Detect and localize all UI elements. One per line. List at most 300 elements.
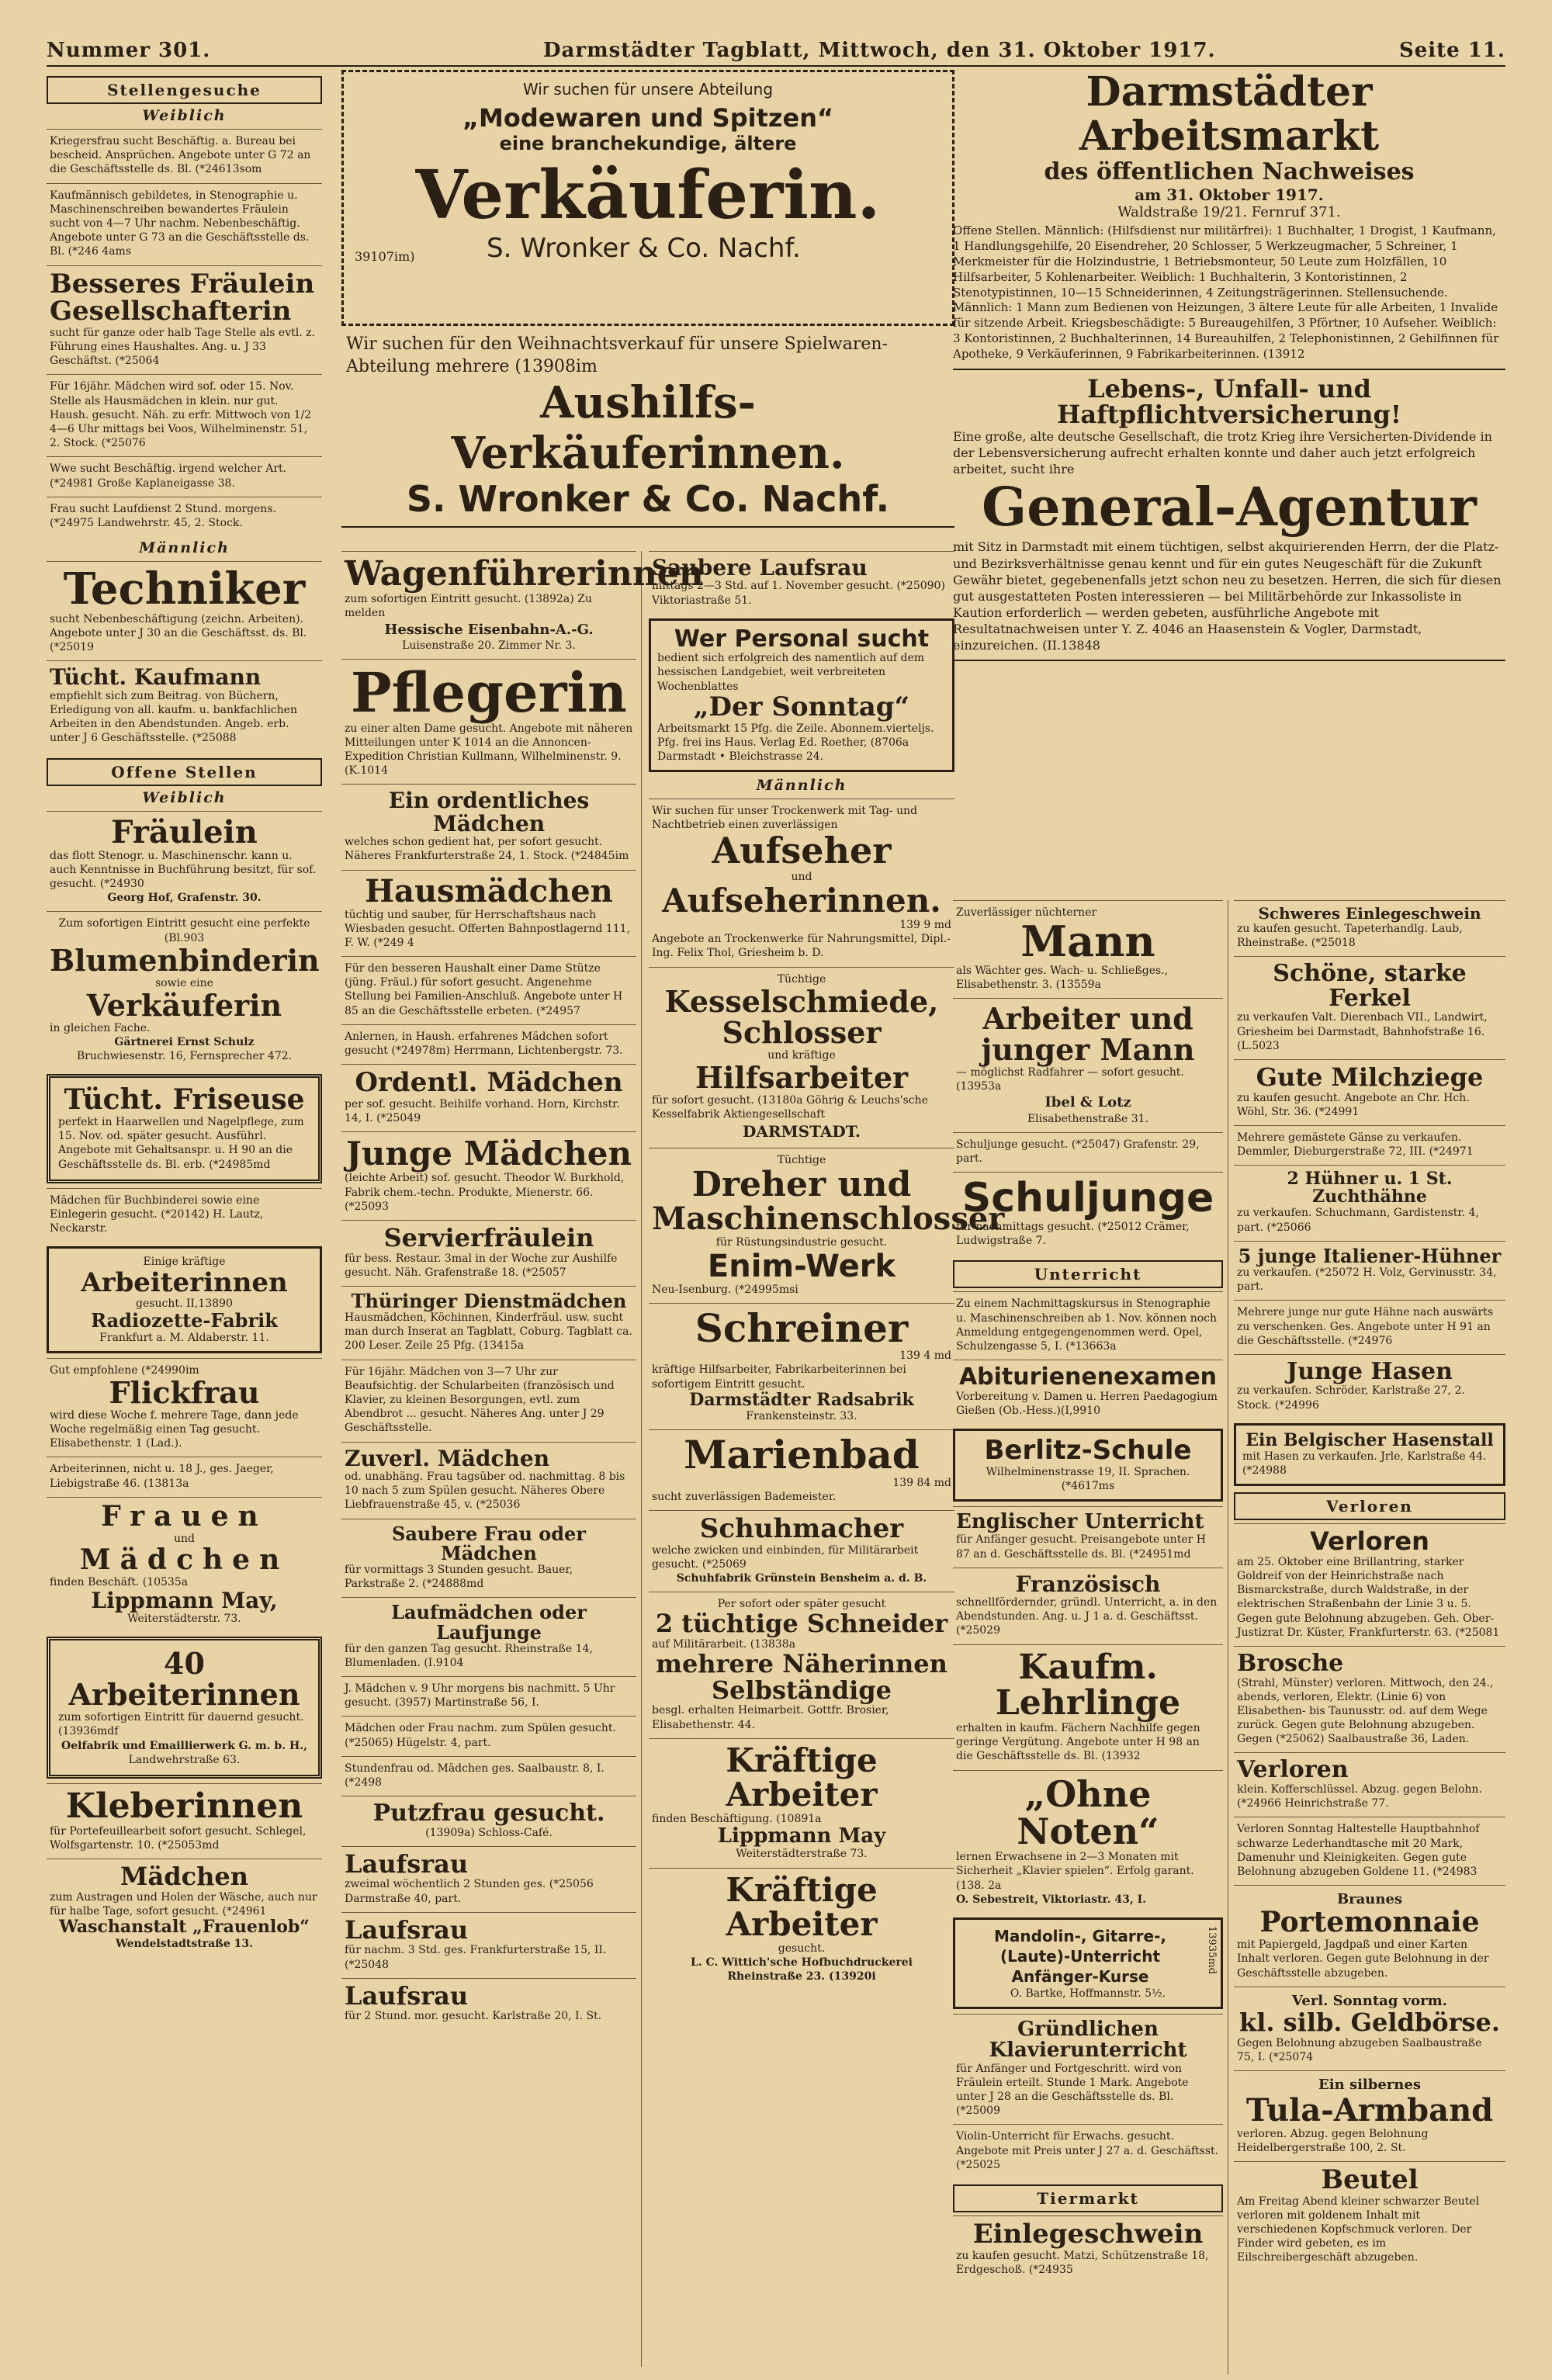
ad-headline: Verkäuferin. [415, 156, 881, 234]
ad-arbeiter-junger-mann [953, 998, 1223, 1132]
ad-firm: Radiozette-Fabrik [91, 1309, 278, 1332]
ad-headline: kl. silb. Geldbörse. [1239, 2008, 1500, 2038]
ad-address: Frankensteinstr. 33. [746, 1409, 857, 1422]
ad-headline-2: Aufseherinnen. [662, 881, 941, 920]
ad-schneider [649, 1592, 954, 1738]
ad-portemonnaie [1234, 1885, 1505, 1987]
middle-subcolumn-left [341, 551, 704, 2367]
ad-wwe: Wwe sucht Beschäftig. irgend welcher Art. (*24981 Große Kaplaneigasse 38. [47, 456, 322, 496]
ad-headline: Zuverl. Mädchen [345, 1445, 550, 1471]
ad-address: Elisabethenstraße 31. [1027, 1112, 1149, 1125]
ad-headline: Berlitz-Schule [984, 1434, 1192, 1466]
ad-schuljunge-1: Schuljunge gesucht. (*25047) Grafenstr. 29, part. [953, 1132, 1223, 1172]
ad-headline-3: Hilfsarbeiter [695, 1059, 909, 1095]
ad-headline: 40 Arbeiterinnen [68, 1646, 300, 1713]
ad-schreiner [649, 1303, 954, 1429]
ad-kriegersfrau: Kriegersfrau sucht Beschäftig. a. Bureau bei bescheid. Ansprüchen. Angebote unter G 72 an die Geschäftsstelle ds. Bl. (*24613som [47, 129, 322, 183]
ad-intro: Braunes [1336, 1891, 1403, 1908]
ad-milchziege [1234, 1059, 1505, 1125]
ad-firm: Lippmann May [717, 1824, 886, 1848]
ad-firm: S. Wronker & Co. Nachf. [406, 477, 890, 520]
ad-subtitle: eine branchekundige, ältere [499, 133, 797, 154]
ad-headline: Schreiner [695, 1304, 909, 1351]
ad-schuljunge-2 [953, 1172, 1223, 1254]
ad-headline: Laufsrau [345, 1848, 469, 1879]
ad-body: Wilhelminenstrasse 19, II. Sprachen. (*4617ms [986, 1465, 1190, 1492]
ad-headline: Mann [1020, 916, 1155, 967]
ad-radiozette [47, 1246, 322, 1353]
ad-wronker-verkaeuferin [341, 70, 954, 326]
ad-body: für Anfänger und Fortgeschritt. wird von Fräulein erteilt. Stunde 1 Mark. Angebote unter J 28 an die Geschäftsstelle ds. Bl. (*25009 [956, 2062, 1189, 2118]
ad-body: Gegen Belohnung abzugeben Saalbaustraße 75, I. (*25074 [1237, 2036, 1482, 2064]
ad-headline: Tücht. Kaufmann [50, 664, 262, 691]
ad-headline: Ordentl. Mädchen [355, 1067, 623, 1099]
ad-headline: Laufsrau [345, 1980, 469, 2011]
ad-headline: Brosche [1237, 1650, 1344, 1678]
ad-headline: Einlegeschwein [972, 2219, 1204, 2250]
ad-einlegeschwein [953, 2215, 1223, 2283]
ad-junge-hasen [1234, 1354, 1505, 1419]
ad-signature: Gärtnerei Ernst Schulz [114, 1035, 255, 1048]
ad-headline: Junge Mädchen [345, 1135, 632, 1173]
middle-subcolumn-right [649, 551, 1005, 2367]
ad-body: zu verkaufen. Schuchmann, Gardistenstr. 4, part. (*25066 [1237, 1207, 1479, 1234]
ad-headline: Mädchen [120, 1862, 248, 1892]
ad-aufseher [649, 799, 954, 967]
ad-intro: Gut empfohlene (*24990im [50, 1363, 199, 1377]
ad-thueringer [341, 1286, 636, 1360]
ad-frauen-maedchen [47, 1497, 322, 1633]
ad-code: gesucht. II,13890 [136, 1297, 233, 1311]
ad-kraeftige-arbeiter-2 [649, 1868, 954, 1990]
subhead-weiblich: Weiblich [142, 107, 227, 124]
ad-headline: Kleberinnen [65, 1786, 303, 1826]
ad-body-2: Arbeitsmarkt 15 Pfg. die Zeile. Abonnem.vierteljs. Pfg. frei ins Haus. Verlag Ed. Roether, (8706a Darmstadt • Bleichstrasse 24. [657, 722, 934, 763]
ad-body: sucht Nebenbeschäftigung (zeichn. Arbeiten). Angebote unter J 30 an die Geschäftsst. ds. Bl. (*25019 [50, 612, 307, 654]
ad-body: finden Beschäft. (10535a [50, 1575, 189, 1588]
ad-body: auf Militärarbeit. (13838a [652, 1638, 796, 1651]
ad-headline: Thüringer Dienstmädchen [351, 1289, 627, 1312]
ad-friseuse [47, 1074, 322, 1183]
ad-ferkel [1234, 956, 1505, 1059]
ad-kaufmaennisch: Kaufmännisch gebildetes, in Stenographie u. Maschinenschreiben bewandertes Fräulein sucht von 4—7 Uhr nachm. Nebenbeschäftig. Angebote unter G 73 an die Geschäftsstelle ds. Bl. (*246 4ams [47, 183, 322, 265]
ad-mann-waechter [953, 900, 1223, 998]
ad-body: (13909a) Schloss-Café. [425, 1826, 553, 1839]
ad-headline: Schöne, starke Ferkel [1273, 960, 1467, 1012]
ad-body: zu verkaufen. Schröder, Karlstraße 27, 2. Stock. (*24996 [1237, 1384, 1465, 1412]
ad-body: Wir suchen für den Weihnachtsverkauf für unsere Spielwaren-Abteilung mehrere (13908im [346, 334, 888, 376]
ad-englischer-unterricht [953, 1506, 1223, 1568]
ad-firm: Darmstädter Radsabrik [689, 1389, 914, 1410]
ad-department: „Modewaren und Spitzen“ [462, 103, 833, 133]
ad-handtasche: Verloren Sonntag Haltestelle Hauptbahnhof schwarze Lederhandtasche mit 20 Mark, Damenuhr und Kleinigkeiten. Gegen gute Belohnung abzugeben Goldene 11. (*24983 [1234, 1817, 1505, 1885]
ad-kofferschluessel [1234, 1752, 1505, 1817]
ad-connector: und [791, 870, 812, 883]
ad-headline: Portemonnaie [1259, 1906, 1480, 1939]
ad-pflegerin [341, 659, 636, 784]
ad-putzfrau [341, 1796, 636, 1846]
ad-body: zu verkaufen Valt. Dierenbach VII., Landwirt, Griesheim bei Darmstadt, Bahnhofstraße 16. (L.5023 [1237, 1011, 1488, 1052]
arbeitsmarkt-date: am 31. Oktober 1917. [1135, 185, 1324, 205]
ad-body: zu kaufen gesucht. Matzi, Schützenstraße 18, Erdgeschoß. (*24935 [956, 2249, 1209, 2276]
ad-city: DARMSTADT. [743, 1122, 861, 1141]
ad-16jaehr-beaufsichtigung: Für 16jähr. Mädchen von 3—7 Uhr zur Beaufsichtig. der Schularbeiten (französisch und Klavier, zu kleinen Besorgungen, evtl. zum Abendbrot ... gesucht. Näheres Ang. unter J 29 Geschäftsstelle. [341, 1360, 636, 1442]
ad-headline: Pflegerin [351, 660, 627, 726]
ad-headline-2: mehrere Näherinnen [656, 1649, 947, 1679]
ad-headline: Laufmädchen oder Laufjunge [391, 1601, 587, 1644]
ad-firm: Hessische Eisenbahn-A.-G. [384, 621, 594, 638]
ad-headline: Aufseher [712, 830, 892, 872]
ad-intro: Wir suchen für unsere Abteilung [522, 80, 774, 99]
ad-connector: und kräftige [767, 1048, 836, 1062]
ad-headline: Tücht. Friseuse [64, 1083, 305, 1117]
ad-body: in gleichen Fache. [50, 1021, 151, 1034]
ad-j-maedchen: J. Mädchen v. 9 Uhr morgens bis nachmitt. 5 Uhr gesucht. (3957) Martinstraße 56, I. [341, 1676, 636, 1716]
ad-frau-laufdienst: Frau sucht Laufdienst 2 Stund. morgens. (*24975 Landwehrstr. 45, 2. Stock. [47, 497, 322, 536]
ad-body: wird diese Woche f. mehrere Tage, dann jede Woche regelmäßig einen Tag gesucht. Elisabethenstr. 1 (Lad.). [50, 1408, 299, 1450]
ad-headline: Junge Hasen [1287, 1357, 1453, 1385]
ad-headline: Dreher und [691, 1165, 912, 1205]
ad-headline-3: Selbständige [711, 1675, 892, 1705]
masthead [47, 39, 1505, 67]
ad-signature: Waschanstalt „Frauenlob“ [59, 1917, 310, 1938]
ad-headline: Schuljunge [961, 1175, 1214, 1222]
ad-headline-2: Gesellschafterin [50, 296, 292, 327]
ad-body: für bess. Restaur. 3mal in der Woche zur Aushilfe gesucht. Näh. Grafenstraße 18. (*25057 [345, 1252, 618, 1279]
ad-headline: Fräulein [111, 813, 258, 850]
ad-headline-2: Verkäuferin [86, 987, 282, 1023]
ad-body: Eine große, alte deutsche Gesellschaft, die trotz Krieg ihre Versicherten-Dividende in der Lebensversicherung aufrecht erhalten konnte und daher auch jetzt erfolgreich arbeitet, sucht ihre [953, 428, 1492, 476]
ad-waschanstalt [47, 1859, 322, 1956]
ad-headline: Lebens-, Unfall- und Haftpflichtversicherung! [1057, 373, 1401, 430]
ad-ordentliches-maedchen [341, 784, 636, 869]
ad-body: für nachmittags gesucht. (*25012 Crämer, Ludwigstraße 7. [956, 1220, 1190, 1248]
ad-headline: 2 Hühner u. 1 St. Zuchthähne [1287, 1169, 1453, 1207]
ad-body: (Strahl, Münster) verloren. Mittwoch, den 24., abends, verloren, Elektr. (Linie 6) von Elisabethen- bis Taunusstr. od. auf dem Wege zurück. Gegen gute Belohnung abzugeben. Gegen (*25062) Saalbaustraße 36, Laden. [1237, 1676, 1494, 1746]
ad-headline-2: Maschinenschlosser [652, 1200, 1005, 1238]
ad-headline: Saubere Laufsrau [652, 555, 868, 580]
ad-intro: Verl. Sonntag vorm. [1292, 1992, 1447, 2009]
ad-body: zum Austragen und Holen der Wäsche, auch nur für halbe Tage, sofort gesucht. (*24961 [50, 1891, 317, 1918]
ad-anlernen: Anlernen, in Haush. erfahrenes Mädchen sofort gesucht (*24978m) Herrmann, Lichtenbergstr. 73. [341, 1024, 636, 1064]
ad-body: für vormittags 3 Stunden gesucht. Bauer, Parkstraße 2. (*24888md [345, 1563, 573, 1591]
ad-address: Bruchwiesenstr. 16, Fernsprecher 472. [76, 1050, 293, 1063]
ad-body: per sof. gesucht. Beihilfe vorhand. Horn, Kirchstr. 14, I. (*25049 [345, 1097, 620, 1125]
ad-headline: Arbeiterinnen [81, 1266, 288, 1298]
ad-aushilfs-verkaeuferinnen [341, 326, 954, 528]
ad-schweres-einlegeschwein [1234, 900, 1505, 956]
ad-headline: Putzfrau gesucht. [372, 1800, 605, 1827]
ad-italiener-huehner [1234, 1241, 1505, 1301]
ad-hausmaedchen [341, 870, 636, 957]
ad-body: für den ganzen Tag gesucht. Rheinstraße 14, Blumenladen. (I.9104 [345, 1642, 593, 1669]
ad-body: erhalten in kaufm. Fächern Nachhilfe gegen geringe Vergütung. Angebote unter H 98 an die Geschäftsstelle ds. Bl. (13932 [956, 1722, 1200, 1763]
ad-laufsrau-3 [341, 1978, 636, 2030]
ad-stenographie-kurs: Zu einem Nachmittagskursus in Stenographie u. Maschinenschreiben ab 1. Nov. können noch Anmeldung entgegengenommen werd. Opel, Schulzengasse 5, I. (*13663a [953, 1291, 1223, 1360]
ad-buchbinderei: Mädchen für Buchbinderei sowie eine Einlegerin gesucht. (*20142) H. Lautz, Neckarstr. [47, 1188, 322, 1242]
ad-haehne: Mehrere junge nur gute Hähne nach auswärts zu verschenken. Ges. Angebote unter H 91 an die Geschäftsstelle. (*24976 [1234, 1300, 1505, 1354]
ad-ordentl-maedchen [341, 1064, 636, 1131]
page-number: Seite 11. [1398, 39, 1505, 62]
right-column [953, 70, 1505, 2371]
ad-blumenbinderin [47, 911, 322, 1069]
section-verloren: Verloren [1234, 1492, 1505, 1520]
ad-zuverl-maedchen [341, 1442, 636, 1519]
ad-body: für 2 Stund. mor. gesucht. Karlstraße 20, I. St. [345, 2010, 602, 2023]
ad-firm: L. C. Wittich'sche Hofbuchdruckerei [691, 1956, 913, 1969]
ad-intro: Zuverlässiger nüchterner [956, 906, 1097, 919]
ad-intro: Per sofort oder später gesucht [717, 1598, 886, 1611]
ad-verloren-ring [1234, 1523, 1505, 1646]
ad-headline-big: General-Agentur [982, 476, 1477, 539]
ad-headline: Mandolin-, Gitarre-, (Laute)-Unterricht Anfänger-Kurse [993, 1926, 1167, 1986]
ad-mandolin [953, 1918, 1223, 2009]
ad-headline: Kräftige Arbeiter [726, 1741, 878, 1814]
ad-brosche [1234, 1646, 1505, 1752]
ad-body: mit Hasen zu verkaufen. Jrle, Karlstraße 44. (*24988 [1242, 1450, 1487, 1478]
ad-schuhmacher [649, 1510, 954, 1592]
ad-body: Vorbereitung v. Damen u. Herren Paedagogium Gießen (Ob.-Hess.)(I,9910 [956, 1390, 1218, 1417]
ad-body: zum sofortigen Eintritt gesucht. (13892a) Zu melden [345, 593, 592, 620]
ad-body: finden Beschäftigung. (10891a [652, 1812, 822, 1825]
ad-violin-unterricht: Violin-Unterricht für Erwachs. gesucht. Angebote mit Preis unter J 27 a. d. Geschäftsst. (*25025 [953, 2124, 1223, 2178]
ad-enim-werk [649, 1148, 1005, 1303]
ad-marienbad [649, 1429, 954, 1510]
ad-ohne-noten [953, 1770, 1223, 1913]
ad-body: mittags 2—3 Std. auf 1. November gesucht. (*25090) Viktoriastraße 51. [652, 580, 945, 607]
ad-address: Weiterstädterstr. 73. [127, 1613, 241, 1626]
ad-intro: Tüchtige [777, 1154, 826, 1167]
ad-headline-2: Schlosser [722, 1014, 882, 1050]
ad-connector: und [174, 1532, 195, 1545]
ad-firm: Schuhfabrik Grünstein Bensheim a. d. B. [676, 1572, 927, 1585]
ad-body: zu einer alten Dame gesucht. Angebote mit näheren Mitteilungen unter K 1014 an die Annoncen-Expedition Christian Kullmann, Wilhelminenstr. 9. (K.1014 [345, 722, 633, 778]
ad-body-2: Angebote an Trockenwerke für Nahrungsmittel, Dipl.-Ing. Felix Thol, Griesheim b. D. [652, 933, 951, 960]
ad-laufmaedchen [341, 1597, 636, 1676]
section-unterricht: Unterricht [953, 1260, 1223, 1288]
right-subcolumn-left [953, 900, 1228, 2375]
subhead-weiblich-2: Weiblich [142, 788, 227, 806]
ad-signature: O. Sebestreit, Viktoriastr. 43, I. [956, 1893, 1147, 1906]
ad-kleberinnen [47, 1783, 322, 1859]
ad-headline: Schuhmacher [699, 1512, 904, 1544]
ad-body: — möglichst Radfahrer — sofort gesucht. (13953a [956, 1066, 1184, 1093]
ad-firm: S. Wronker & Co. Nachf. [487, 232, 801, 264]
ad-headline: 5 junge Italiener-Hühner [1238, 1244, 1502, 1267]
ad-body: mit Papiergeld, Jagdpaß und einer Karten Inhalt verloren. Gegen gute Belohnung in der Geschäftsstelle abzugeben. [1237, 1938, 1489, 1980]
ad-signature: Lippmann May, [91, 1587, 278, 1613]
ad-body: zu verkaufen. (*25072 H. Volz, Gervinusstr. 34, part. [1237, 1266, 1497, 1294]
ad-fraeulein-stenogr [47, 811, 322, 912]
ad-tula-armband [1234, 2070, 1505, 2161]
ad-address: Frankfurt a. M. Aldaberstr. 11. [99, 1331, 269, 1344]
ad-arbeiterinnen-jaeger: Arbeiterinnen, nicht u. 18 J., ges. Jaeger, Liebigstraße 46. (13813a [47, 1457, 322, 1496]
ad-body: lernen Erwachsene in 2—3 Monaten mit Sicherheit „Klavier spielen“. Erfolg garant. (138. 2a [956, 1851, 1194, 1892]
ad-saubere-laufsrau [649, 551, 954, 614]
ad-berlitz-schule [953, 1429, 1223, 1502]
ad-headline: Verloren [1310, 1526, 1429, 1557]
ad-headline: Saubere Frau oder Mädchen [392, 1522, 586, 1564]
ad-signature: Georg Hof, Grafenstr. 30. [107, 892, 262, 905]
ad-kaufm-lehrlinge [953, 1644, 1223, 1770]
ad-connector: sowie eine [155, 976, 213, 989]
ad-body: perfekt in Haarwellen und Nagelpflege, zum 15. Nov. od. später gesucht. Ausführl. Angebote mit Gehaltsanspr. u. H 90 an die Geschäftsstelle ds. Bl. erb. (*24985md [58, 1116, 304, 1171]
newspaper-title-date: Darmstädter Tagblatt, Mittwoch, den 31. Oktober 1917. [543, 39, 1216, 62]
ad-saubere-frau [341, 1519, 636, 1598]
ad-body: Hausmädchen, Köchinnen, Kinderfräul. usw. sucht man durch Inserat an Tagblatt, Coburg. Tagblatt ca. 200 Leser. Zeile 25 Pfg. (13415a [345, 1311, 632, 1353]
ad-body: sucht zuverlässigen Bademeister. [652, 1490, 837, 1503]
ad-intro: Einige kräftige [143, 1256, 226, 1269]
ad-body: als Wächter ges. Wach- u. Schließges., Elisabethenstr. 3. (13559a [956, 964, 1169, 992]
ad-headline: Besseres Fräulein [50, 268, 315, 300]
ad-firm: Oelfabrik und Emaillierwerk G. m. b. H., [61, 1739, 307, 1752]
right-subcolumn-right [1234, 900, 1505, 2375]
ad-signature: O. Bartke, Hoffmannstr. 5½. [1010, 1987, 1166, 2000]
ad-body: welches schon gedient hat, per sofort gesucht. Näheres Frankfurterstraße 24, 1. Stock. (*24845im [345, 836, 629, 863]
ad-address: Neu-Isenburg. (*24995msi [652, 1283, 799, 1296]
ad-intro: Ein silbernes [1318, 2077, 1421, 2094]
ad-headline: Verloren [1237, 1756, 1349, 1784]
ad-body: (leichte Arbeit) sof. gesucht. Theodor W. Burkhold, Fabrik chem.-techn. Produkte, Mienerstr. 66. (*25093 [345, 1172, 625, 1213]
arbeitsmarkt-body: Offene Stellen. Männlich: (Hilfsdienst nur militärfrei): 1 Buchhalter, 1 Drogist, 1 Kaufmann, 1 Handlungsgehilfe, 20 Eisendreher, 20 Schlosser, 5 Werkzeugmacher, 5 Schreiner, 1 Merkmeister für die Holzindustrie, 1 Betriebsmonteur, 50 Leute zum Holzfällen, 10 Hilfsarbeiter, 5 Kohlenarbeiter. Weiblich: 1 Buchhalterin, 3 Kontoristinnen, 2 Stenotypistinnen, 10—15 Schneiderinnen, 4 Zeitungsträgerinnen. Stellensuchende. Männlich: 1 Mann zum Bedienen von Heizungen, 3 ältere Leute für alle Arbeiten, 1 Invalide für sitzende Arbeit. Kriegsbeschädigte: 5 Bureaugehilfen, 3 Pförtner, 10 Aufseher. Weiblich: 3 Kontoristinnen, 2 Buchhalterinnen, 14 Bureauhilfen, 2 Telephonistinnen, 2 Gehilfinnen für Apotheke, 9 Verkäuferinnen, 9 Fabrikarbeiterinnen. (13912 [953, 220, 1505, 369]
ad-headline: Französisch [1015, 1571, 1161, 1597]
ad-headline: Tula-Armband [1245, 2091, 1494, 2129]
section-tiermarkt: Tiermarkt [953, 2184, 1223, 2212]
ad-headline: Marienbad [684, 1432, 920, 1478]
ad-body: für sofort gesucht. (13180a Göhrig & Leuchs'sche Kesselfabrik Aktiengesellschaft [652, 1093, 928, 1121]
ad-code: 139 4 md [899, 1349, 951, 1363]
middle-column [341, 70, 1005, 2371]
ad-body: verloren. Abzug. gegen Belohnung Heidelbergerstraße 100, 2. St. [1237, 2127, 1429, 2154]
ad-address: Landwehrstraße 63. [128, 1753, 241, 1766]
ad-body: bedient sich erfolgreich des namentlich auf dem hessischen Landgebiet, weit verbreiteten Wochenblattes [657, 652, 925, 693]
ad-techniker [47, 561, 322, 660]
ad-klavierunterricht [953, 2014, 1223, 2124]
ad-firm: Enim-Werk [707, 1248, 896, 1284]
ad-headline: Flickfrau [109, 1375, 260, 1411]
ad-body: Am Freitag Abend kleiner schwarzer Beutel verloren mit goldenem Inhalt mit verschiedenen Kopfschmuck verloren. Der Finder wird gebeten, es im Eilschreibergeschäft abzugeben. [1237, 2195, 1480, 2264]
ad-laufsrau-2 [341, 1912, 636, 1978]
ad-hasenstall [1234, 1423, 1505, 1486]
ad-headline: Laufsrau [345, 1914, 469, 1945]
ad-headline: Beutel [1321, 2163, 1419, 2195]
ad-body: für nachm. 3 Std. ges. Frankfurterstraße 15, II. (*25048 [345, 1944, 607, 1971]
ad-stuetze: Für den besseren Haushalt einer Dame Stütze (jüng. Fräul.) für sofort gesucht. Angenehme Stellung bei Familien-Anschluß. Angebote unter H 85 an die Geschäftsstelle erbeten. (*24957 [341, 956, 636, 1024]
ad-beutel [1234, 2161, 1505, 2271]
ad-body: klein. Kofferschlüssel. Abzug. gegen Belohn. (*24966 Heinrichstraße 77. [1237, 1782, 1482, 1810]
ad-tuecht-kaufmann [47, 660, 322, 751]
section-stellengesuche: Stellengesuche [47, 76, 322, 104]
ad-body: welche zwicken und einbinden, für Militärarbeit gesucht. (*25069 [652, 1543, 919, 1571]
ad-maedchen-spuelen: Mädchen oder Frau nachm. zum Spülen gesucht. (*25065) Hügelstr. 4, part. [341, 1716, 636, 1755]
ad-wagenfuehrerinnen [341, 551, 704, 659]
ad-address: Rheinstraße 23. (13920i [727, 1970, 876, 1983]
ad-headline: Kesselschmiede, [664, 983, 939, 1019]
ad-geldboerse [1234, 1987, 1505, 2070]
ad-gaense: Mehrere gemästete Gänse zu verkaufen. Demmler, Dieburgerstraße 72, III. (*24971 [1234, 1125, 1505, 1165]
ad-headline: 2 tüchtige Schneider [655, 1609, 948, 1639]
ad-firm: Ibel & Lotz [1044, 1094, 1131, 1111]
ad-stundenfrau: Stundenfrau od. Mädchen ges. Saalbaustr. 8, I. (*2498 [341, 1756, 636, 1796]
ad-code: 139 84 md [892, 1476, 951, 1489]
arbeitsmarkt-subtitle: des öffentlichen Nachweises [1044, 158, 1415, 186]
ad-besseres-fraeulein [47, 265, 322, 375]
ad-code: 39107im) [355, 248, 415, 264]
ad-abiturienenexamen [953, 1360, 1223, 1424]
left-column [47, 70, 322, 2371]
ad-body-2: mit Sitz in Darmstadt mit einem tüchtigen, selbst akquirierenden Herrn, der die Platz- und Bezirksverhältnisse genau kennt und für ein gutes Neugeschäft für die Zukunft Gewähr bietet, gegebenenfalls jetzt schon neu zu besetzen. Herren, die sich für diesen gut ausgestatteten Posten interessieren — bei Militärbehörde zur Inkassoliste in Kaution erforderlich — werden gebeten, ausführliche Angebote mit Resultatnachweisen unter Y. Z. 4046 an Haasenstein & Vogler, Darmstadt, einzureichen. (II.13848 [953, 539, 1502, 653]
ad-40-arbeiterinnen [47, 1637, 322, 1779]
ad-body: zweimal wöchentlich 2 Stunden ges. (*25056 Darmstraße 40, part. [345, 1878, 594, 1905]
ad-kesselschmiede [649, 967, 954, 1148]
ad-headline: Wer Personal sucht [674, 625, 930, 653]
ad-junge-maedchen [341, 1131, 636, 1220]
ad-headline: Englischer Unterricht [956, 1510, 1204, 1534]
ad-headline: Schweres Einlegeschwein [1258, 904, 1481, 923]
ad-body-2: besgl. erhalten Heimarbeit. Gottfr. Brosier, Elisabethenstr. 44. [652, 1704, 889, 1731]
ad-general-agentur [953, 370, 1505, 662]
ad-headline: Abiturienenexamen [958, 1363, 1218, 1391]
ad-headline: „Ohne Noten“ [1017, 1772, 1159, 1852]
subhead-maennlich: Männlich [139, 539, 230, 557]
ad-body: tüchtig und sauber, für Herrschaftshaus nach Wiesbaden gesucht. Offerten Bahnpostlagernd 111, F. W. (*249 4 [345, 908, 630, 949]
ad-intro: Tüchtige [777, 972, 826, 986]
ad-code: 13935md [1206, 1925, 1218, 1974]
ad-code: 139 9 md [899, 919, 951, 932]
ad-body: Wir suchen für unser Trockenwerk mit Tag- und Nachtbetrieb einen zuverlässigen [652, 805, 918, 832]
subhead-maennlich-mid: Männlich [756, 777, 847, 795]
ad-body: am 25. Oktober eine Brillantring, starker Goldreif von der Heinrichstraße nach Bismarckstraße, durch Waldstraße, in der elektrischen Straßenbahn der Linie 3 u. 5. Gegen gute Belohnung abzugeben. Geh. Ober-Justizrat Dr. Küster, Frankfurterstr. 63. (*25081 [1237, 1555, 1500, 1639]
ad-huehner-zuchthaehne [1234, 1165, 1505, 1241]
ad-body: für Portefeuillearbeit sofort gesucht. Schlegel, Wolfsgartenstr. 10. (*25053md [50, 1825, 307, 1852]
ad-headline: Techniker [63, 563, 306, 615]
ad-body: gesucht. [778, 1942, 826, 1955]
ad-body: od. unabhäng. Frau tagsüber od. nachmittag. 8 bis 10 nach 5 zum Spülen gesucht. Näheres Obere Liebfrauenstraße 45, v. (*25036 [345, 1471, 625, 1512]
ad-headline: Aushilfs-Verkäuferinnen. [451, 377, 845, 479]
ad-headline-2: Mädchen [79, 1543, 289, 1576]
ad-address: Luisenstraße 20. Zimmer Nr. 3. [402, 639, 576, 652]
ad-der-sonntag [649, 618, 954, 772]
ad-body: zu kaufen gesucht. Tapeterhandlg. Laub, Rheinstraße. (*25018 [1237, 923, 1463, 950]
ad-servierfraeulein [341, 1220, 636, 1286]
ad-body: schnellfördernder, gründl. Unterricht, a. in den Abendstunden. Ang. u. J 1 a. d. Geschäftsst. (*25029 [956, 1596, 1218, 1637]
ad-laufsrau-1 [341, 1846, 636, 1912]
arbeitsmarkt-title: Darmstädter Arbeitsmarkt [1079, 68, 1380, 161]
ad-publication: „Der Sonntag“ [693, 691, 910, 722]
issue-number: Nummer 301. [47, 39, 211, 62]
ad-body: das flott Stenogr. u. Maschinenschr. kann u. auch Kenntnisse in Buchführung besitzt, für sof. gesucht. (*24930 [50, 849, 317, 890]
ad-franzoesisch [953, 1568, 1223, 1644]
arbeitsmarkt-address: Waldstraße 19/21. Fernruf 371. [1117, 204, 1341, 221]
ad-headline: Arbeiter und junger Mann [981, 1001, 1195, 1068]
ad-headline: Ein ordentliches Mädchen [388, 788, 590, 837]
ad-body: sucht für ganze oder halb Tage Stelle als evtl. z. Führung eines Haushaltes. Ang. u. J 33 Geschäftst. (*25064 [50, 326, 315, 368]
ad-intro: Zum sofortigen Eintritt gesucht eine perfekte (Bl.903 [58, 917, 310, 944]
ad-headline: Hausmädchen [365, 872, 613, 909]
ad-headline: Kaufm. Lehrlinge [995, 1647, 1181, 1723]
ad-flickfrau [47, 1358, 322, 1457]
ad-16jaehr-maedchen: Für 16jähr. Mädchen wird sof. oder 15. Nov. Stelle als Hausmädchen in klein. nur gut. Haush. gesucht. Näh. zu erfr. Mittwoch von 1/2 4—6 Uhr mittags bei Voos, Wilhelminenstr. 51, 2. Stock. (*25076 [47, 374, 322, 456]
ad-body: für Rüstungsindustrie gesucht. [715, 1236, 888, 1249]
ad-headline: Gründlichen Klavierunterricht [989, 2018, 1187, 2063]
ad-headline: Gute Milchziege [1256, 1062, 1484, 1092]
ad-body: kräftige Hilfsarbeiter, Fabrikarbeiterinnen bei sofortigem Eintritt gesucht. [652, 1363, 906, 1391]
section-offene-stellen: Offene Stellen [47, 758, 322, 786]
ad-headline: Frauen [101, 1499, 268, 1533]
ad-body: empfiehlt sich zum Beitrag. von Büchern, Erledigung von all. kaufm. u. bankfachlichen Arbeiten in den Abendstunden. Angeb. erb. unter J 6 Geschäftsstelle. (*25088 [50, 689, 297, 745]
ad-body: zu kaufen gesucht. Angebote an Chr. Hch. Wöhl, Str. 36. (*24991 [1237, 1091, 1470, 1118]
ad-headline: Ein Belgischer Hasenstall [1245, 1429, 1494, 1450]
